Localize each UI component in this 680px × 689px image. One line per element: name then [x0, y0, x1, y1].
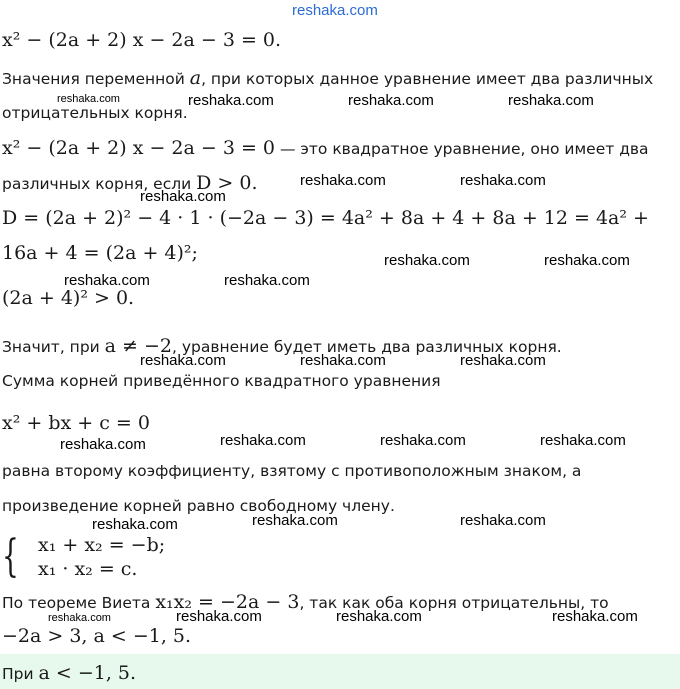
watermark: reshaka.com [460, 352, 546, 369]
text-part: По теореме Виета [2, 594, 156, 612]
equation-text: x² − (2a + 2) x − 2a − 3 = 0. [2, 29, 282, 51]
equation-text: a < −1, 5. [38, 662, 137, 684]
system-row-2: x₁ · x₂ = c. [38, 558, 138, 580]
watermark: reshaka.com [460, 512, 546, 529]
equation-text: x² + bx + c = 0 [2, 412, 150, 434]
text-part: , так как оба корня отрицательны, то [299, 594, 609, 612]
watermark: reshaka.com [176, 608, 262, 625]
watermark: reshaka.com [544, 252, 630, 269]
watermark: reshaka.com [540, 432, 626, 449]
system-row-1: x₁ + x₂ = −b; [38, 534, 166, 556]
text-part: Значит, при [2, 338, 105, 356]
equation-text: −2a > 3, a < −1, 5. [2, 625, 192, 647]
watermark: reshaka.com [508, 92, 594, 109]
equation-text: x₁x₂ = −2a − 3 [155, 591, 300, 613]
text-line-3 [2, 103, 188, 123]
watermark: reshaka.com [188, 92, 274, 109]
text-line-12 [2, 461, 581, 481]
text-part: различных корня, если [2, 175, 197, 193]
equation-text: a ≠ −2 [104, 335, 173, 357]
text-line-2 [2, 68, 653, 89]
watermark: reshaka.com [92, 516, 178, 533]
watermark: reshaka.com [140, 188, 226, 205]
watermark: reshaka.com [224, 272, 310, 289]
equation-text: D > 0. [196, 172, 258, 194]
site-watermark-top[interactable]: reshaka.com [292, 2, 378, 19]
equation-text: D = (2a + 2)² − 4 · 1 · (−2a − 3) = 4a² + 8a + 4 + 8a + 12 = 4a² + [2, 207, 649, 229]
watermark: reshaka.com [336, 608, 422, 625]
text-line-4 [2, 138, 649, 159]
equation-line-8 [2, 288, 134, 309]
watermark: reshaka.com [140, 352, 226, 369]
watermark: reshaka.com [348, 92, 434, 109]
equation-line-6 [2, 208, 649, 229]
watermark: reshaka.com [552, 608, 638, 625]
watermark: reshaka.com [300, 172, 386, 189]
text-line-14 [2, 592, 609, 613]
watermark: reshaka.com [57, 93, 120, 105]
equation-system [2, 532, 165, 582]
watermark: reshaka.com [252, 512, 338, 529]
equation-line-11 [2, 413, 150, 434]
watermark: reshaka.com [380, 432, 466, 449]
equation-text: x² − (2a + 2) x − 2a − 3 = 0 [2, 137, 276, 159]
watermark: reshaka.com [460, 172, 546, 189]
equation-line-7 [2, 243, 198, 264]
equation-line-15 [2, 626, 191, 647]
equation-text: 16a + 4 = (2a + 4)²; [2, 242, 198, 264]
watermark: reshaka.com [64, 272, 150, 289]
brace-icon: { [2, 531, 19, 582]
text-part: равна второму коэффициенту, взятому с противоположным знаком, а [2, 462, 582, 480]
equation-line-1 [2, 30, 281, 51]
text-part: — это квадратное уравнение, оно имеет два [275, 140, 649, 158]
answer-text [2, 662, 136, 684]
variable-a: a [189, 67, 202, 89]
watermark: reshaka.com [300, 352, 386, 369]
answer-box [0, 654, 680, 689]
text-part: отрицательных корня. [2, 104, 188, 122]
watermark: reshaka.com [48, 612, 111, 624]
text-part: При [2, 665, 39, 683]
text-part: , уравнение будет иметь два различных корня. [172, 338, 562, 356]
text-part: , при которых данное уравнение имеет два различных [201, 70, 654, 88]
text-part: Значения переменной [2, 70, 190, 88]
text-part: Сумма корней приведённого квадратного уравнения [2, 372, 441, 390]
text-part: произведение корней равно свободному члену. [2, 497, 395, 515]
equation-text: (2a + 4)² > 0. [2, 287, 135, 309]
text-line-10 [2, 371, 441, 391]
watermark: reshaka.com [220, 432, 306, 449]
watermark: reshaka.com [384, 252, 470, 269]
watermark: reshaka.com [60, 436, 146, 453]
